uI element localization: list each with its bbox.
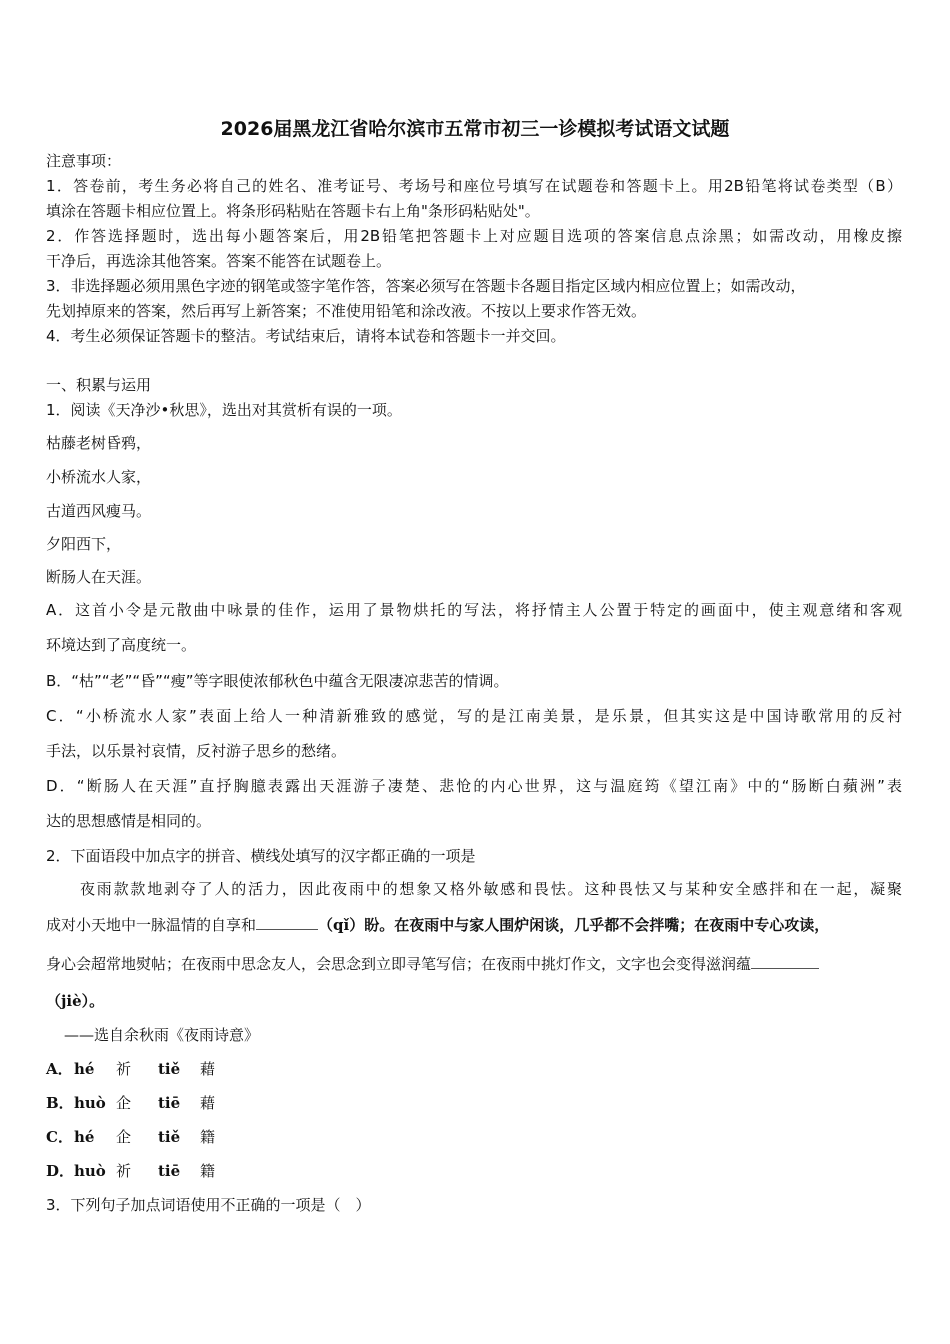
- option-char: 藉: [200, 1094, 216, 1112]
- option-char: 籍: [200, 1162, 216, 1180]
- option-pinyin: tiē: [158, 1162, 181, 1180]
- notice-line: 2．作答选择题时，选出每小题答案后，用2B铅笔把答题卡上对应题目选项的答案信息点涂黑；如需改动，用橡皮擦: [46, 227, 902, 245]
- option-d: D．“断肠人在天涯”直抒胸臆表露出天涯游子凄楚、悲怆的内心世界，这与温庭筠《望江南》中的“肠断白蘋洲”表: [46, 777, 902, 795]
- notice-line: 3．非选择题必须用黑色字迹的钢笔或签字笔作答，答案必须写在答题卡各题目指定区域内相应位置上；如需改动，: [46, 277, 806, 295]
- passage-line: [46, 915, 902, 935]
- option-pinyin: huò: [74, 1094, 106, 1112]
- option-char: 祈: [116, 1060, 132, 1078]
- option-a: A．这首小令是元散曲中咏景的佳作，运用了景物烘托的写法，将抒情主人公置于特定的画面中，使主观意绪和客观: [46, 601, 902, 619]
- notice-line: 先划掉原来的答案，然后再写上新答案；不准使用铅笔和涂改液。不按以上要求作答无效。: [46, 302, 647, 320]
- option-c: [46, 1127, 902, 1147]
- page-title: 2026届黑龙江省哈尔滨市五常市初三一诊模拟考试语文试题: [220, 118, 730, 140]
- fill-blank: [751, 954, 819, 969]
- fill-blank: [256, 915, 318, 930]
- option-pinyin: tiě: [158, 1128, 181, 1146]
- passage-source: ——选自余秋雨《夜雨诗意》: [64, 1026, 260, 1044]
- option-char: 祈: [116, 1162, 132, 1180]
- passage-text: （qǐ）盼。在夜雨中与家人围炉闲谈，几乎都不会拌嘴；在夜雨中专心攻读，: [318, 916, 830, 934]
- question-2-stem: 2．下面语段中加点字的拼音、横线处填写的汉字都正确的一项是: [46, 847, 476, 865]
- option-letter: D．: [46, 1162, 75, 1180]
- poem-line: 枯藤老树昏鸦，: [46, 434, 152, 452]
- option-char: 籍: [200, 1128, 216, 1146]
- passage-line: [46, 954, 902, 974]
- notice-line: 干净后，再选涂其他答案。答案不能答在试题卷上。: [46, 252, 392, 270]
- option-d: [46, 1161, 902, 1181]
- option-pinyin: tiē: [158, 1094, 181, 1112]
- option-letter: A．: [46, 1060, 73, 1078]
- option-b: B．“枯”“老”“昏”“瘦”等字眼使浓郁秋色中蕴含无限凄凉悲苦的情调。: [46, 672, 509, 690]
- notice-line: 填涂在答题卡相应位置上。将条形码粘贴在答题卡右上角"条形码粘贴处"。: [46, 202, 540, 220]
- option-b: [46, 1093, 902, 1113]
- option-pinyin: tiě: [158, 1060, 181, 1078]
- passage-line: （jiè）。: [46, 992, 105, 1010]
- option-d-cont: 达的思想感情是相同的。: [46, 812, 212, 830]
- option-c: C．“小桥流水人家”表面上给人一种清新雅致的感觉，写的是江南美景，是乐景，但其实这是中国诗歌常用的反衬: [46, 707, 902, 725]
- notice-heading: 注意事项：: [46, 152, 122, 170]
- option-letter: C．: [46, 1128, 73, 1146]
- notice-line: 1．答卷前，考生务必将自己的姓名、准考证号、考场号和座位号填写在试题卷和答题卡上。用2B铅笔将试卷类型（B）: [46, 177, 902, 195]
- option-pinyin: huò: [74, 1162, 106, 1180]
- poem-line: 断肠人在天涯。: [46, 568, 152, 586]
- poem-line: 古道西风瘦马。: [46, 502, 152, 520]
- option-a-cont: 环境达到了高度统一。: [46, 636, 197, 654]
- option-letter: B．: [46, 1094, 74, 1112]
- passage-text: 身心会超常地熨帖；在夜雨中思念友人，会思念到立即寻笔写信；在夜雨中挑灯作文，文字也会变得滋润蕴: [46, 955, 752, 973]
- poem-line: 小桥流水人家，: [46, 468, 152, 486]
- question-1-stem: 1．阅读《天净沙•秋思》，选出对其赏析有误的一项。: [46, 401, 402, 419]
- notice-line: 4．考生必须保证答题卡的整洁。考试结束后，请将本试卷和答题卡一并交回。: [46, 327, 566, 345]
- passage-line: 夜雨款款地剥夺了人的活力，因此夜雨中的想象又格外敏感和畏怯。这种畏怯又与某种安全感拌和在一起，凝聚: [80, 880, 902, 898]
- poem-line: 夕阳西下，: [46, 535, 122, 553]
- section-heading: 一、积累与运用: [46, 376, 152, 394]
- option-pinyin: hé: [74, 1060, 95, 1078]
- option-char: 企: [116, 1094, 132, 1112]
- passage-text: 成对小天地中一脉温情的自享和: [46, 916, 257, 934]
- option-c-cont: 手法，以乐景衬哀情，反衬游子思乡的愁绪。: [46, 742, 347, 760]
- question-3-stem: 3．下列句子加点词语使用不正确的一项是（ ）: [46, 1196, 371, 1214]
- option-char: 藉: [200, 1060, 216, 1078]
- option-char: 企: [116, 1128, 132, 1146]
- option-a: [46, 1059, 902, 1079]
- option-pinyin: hé: [74, 1128, 95, 1146]
